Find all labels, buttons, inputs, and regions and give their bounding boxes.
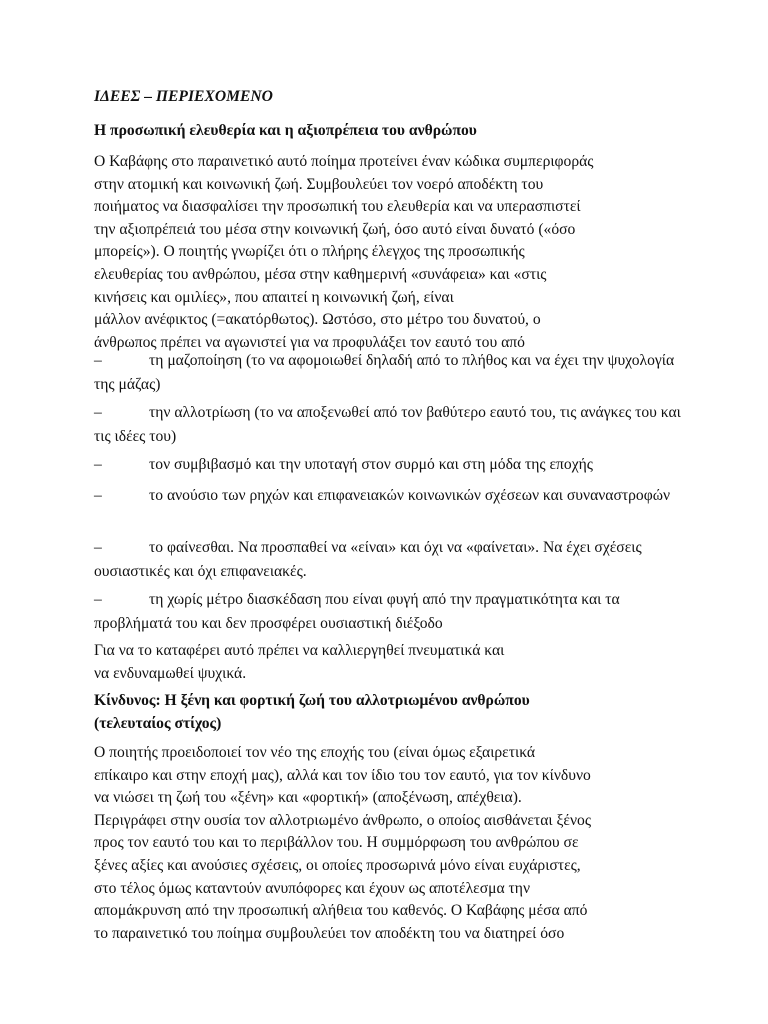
bullet-text: την αλλοτρίωση (το να αποξενωθεί από τον βαθύτερο εαυτό του, τις ανάγκες του και τις ιδέες του) xyxy=(94,404,681,446)
bullet-dash: – xyxy=(94,539,102,556)
page-heading: ΙΔΕΕΣ – ΠΕΡΙΕΧΟΜΕΝΟ xyxy=(94,88,273,105)
bullet-item xyxy=(94,588,684,636)
bullet-item xyxy=(94,536,684,584)
bullet-dash: – xyxy=(94,404,102,421)
conclusion-paragraph: Για να το καταφέρει αυτό πρέπει να καλλιεργηθεί πνευματικά και να ενδυναμωθεί ψυχικά. xyxy=(94,642,505,682)
bullet-item xyxy=(94,453,684,477)
section-title-freedom: Η προσωπική ελευθερία και η αξιοπρέπεια του ανθρώπου xyxy=(94,122,477,139)
bullet-text: τη μαζοποίηση (το να αφομοιωθεί δηλαδή από το πλήθος και να έχει την ψυχολογία της μάζας) xyxy=(94,352,675,394)
intro-paragraph: Ο Καβάφης στο παραινετικό αυτό ποίημα προτείνει έναν κώδικα συμπεριφοράς στην ατομική και κοινωνική ζωή. Συμβουλεύει τον νοερό αποδέκτη του ποιήματος να διασφαλίσει την προσωπική του ελευθερία και να υπερασπιστεί την αξιοπρέπειά του μέσα στην κοινωνική ζωή, όσο αυτό είναι δυνατό («όσο μπορείς»). Ο ποιητής γνωρίζει ότι ο πλήρης έλεγχος της προσωπικής ελευθερίας του ανθρώπου, μέσα στην καθημερινή «συνάφεια» και «στις κινήσεις και ομιλίες», που απαιτεί η κοινωνική ζωή, είναι μάλλον ανέφικτος (=ακατόρθωτος). Ωστόσο, στο μέτρο του δυνατού, ο άνθρωπος πρέπει να αγωνιστεί για να προφυλάξει τον εαυτό του από xyxy=(94,153,594,351)
bullet-item xyxy=(94,401,684,449)
section-title-danger: Κίνδυνος: Η ξένη και φορτική ζωή του αλλοτριωμένου ανθρώπου (τελευταίος στίχος) xyxy=(94,692,530,732)
bullet-item xyxy=(94,349,684,397)
bullet-text: τη χωρίς μέτρο διασκέδαση που είναι φυγή από την πραγματικότητα και τα προβλήματά του και δεν προσφέρει ουσιαστική διέξοδο xyxy=(94,591,620,633)
bullet-dash: – xyxy=(94,456,102,473)
danger-paragraph: Ο ποιητής προειδοποιεί τον νέο της εποχής του (είναι όμως εξαιρετικά επίκαιρο και στην εποχή μας), αλλά και τον ίδιο του τον εαυτό, για τον κίνδυνο να νιώσει τη ζωή του «ξένη» και «φορτική» (αποξένωση, απέχθεια). Περιγράφει στην ουσία τον αλλοτριωμένο άνθρωπο, ο οποίος αισθάνεται ξένος προς τον εαυτό του και το περιβάλλον του. Η συμμόρφωση του ανθρώπου σε ξένες αξίες και ανούσιες σχέσεις, οι οποίες προσωρινά μόνο είναι ευχάριστες, στο τέλος όμως καταντούν ανυπόφορες και έχουν ως αποτέλεσμα την απομάκρυνση από την προσωπική αλήθεια του καθενός. Ο Καβάφης μέσα από το παραινετικό του ποίημα συμβουλεύει τον αποδέκτη του να διατηρεί όσο xyxy=(94,744,591,942)
bullet-text: τον συμβιβασμό και την υποταγή στον συρμό και στη μόδα της εποχής xyxy=(149,456,593,473)
bullet-text: το φαίνεσθαι. Να προσπαθεί να «είναι» και όχι να «φαίνεται». Να έχει σχέσεις ουσιαστικές και όχι επιφανειακές. xyxy=(94,539,642,581)
bullet-text: το ανούσιο των ρηχών και επιφανειακών κοινωνικών σχέσεων και συναναστροφών xyxy=(149,487,671,504)
bullet-dash: – xyxy=(94,591,102,608)
bullet-item xyxy=(94,484,684,508)
bullet-dash: – xyxy=(94,352,102,369)
bullet-dash: – xyxy=(94,487,102,504)
